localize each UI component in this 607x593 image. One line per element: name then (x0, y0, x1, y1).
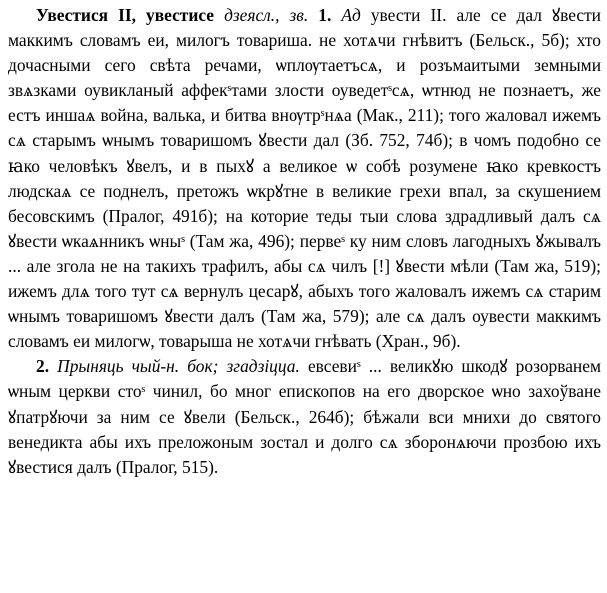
sense-1-text: увести II. але се дал ꙋвести маккимъ словамъ еи, милогъ товариша. не хотѧчи гнѣвитъ (Бельск., 5б); хто дочасными сего свѣта речами, ѡплѹтаетъсѧ, и розъмаитыми земными звѧзками оувиклaный аффекˢтами злости оуведетˢсѧ, ѡтнюд не познаетъ, же естъ иншаѧ война, валька, и битва внѹтрˢнѧа (Мак., 211); того жаловал ижемъ сѧ старымъ ѡнымъ товаришомъ ꙋвести дал (Зб. 752, 74б); в чомъ подобно се ꙗко человѣкъ ꙋвелъ, и в пыхꙋ а великое ѡ собѣ розумене ꙗко кревкостъ людскаѧ се поднелъ, претожъ ѡкрꙋтне в великие грехи впал, за скушением бесовскимъ (Пралог, 491б); на которие теды тыи слова здрадливый далъ сѧ ꙋвести ѡкаѧнникъ ѡныˢ (Там жа, 496); первеˢ ку ним словъ лагодныхъ ꙋжывалъ ... але згола не на такихъ трафилъ, абы сѧ чилъ [!] ꙋвести мѣли (Там жа, 519); ижемъ длѧ того тут сѧ вернулъ цесарꙋ, абыхъ того жаловалъ ижемъ сѧ старим ѡнымъ товаришомъ ꙋвести далъ (Там жа, 579); але сѧ далъ оувести маккимъ словамъ еи милогѡ, товарыша не хотѧчи гнѣвать (Хран., 9б). (8, 5, 601, 352)
part-of-speech: дзеясл., зв. (224, 5, 309, 25)
sense-2-number: 2. (36, 356, 50, 377)
sense-2-paragraph (8, 354, 601, 479)
sense-2-gloss: Прыняць чый-н. бок; згадзіцца. (57, 356, 300, 377)
sense-1-paragraph (8, 3, 601, 354)
sense-2-text: евсевиˢ ... великꙋю шкодꙋ розорванем ѡным церкви стоˢ чинил, бо мног епископов на его дворское ѡно захоўване ꙋпатрꙋючи за ним се ꙋвели (Бельск., 264б); бѣжали вси мнихи до святого венедикта абы ихъ преложоным зостал и долго сѧ зборонѧючи прозбою ихъ ꙋвестися далъ (Пралог, 515). (8, 356, 601, 477)
sense-1-number: 1. (318, 5, 332, 25)
sense-1-gloss: Ад (341, 5, 361, 25)
headword: Увестися II, увестисе (36, 5, 215, 25)
